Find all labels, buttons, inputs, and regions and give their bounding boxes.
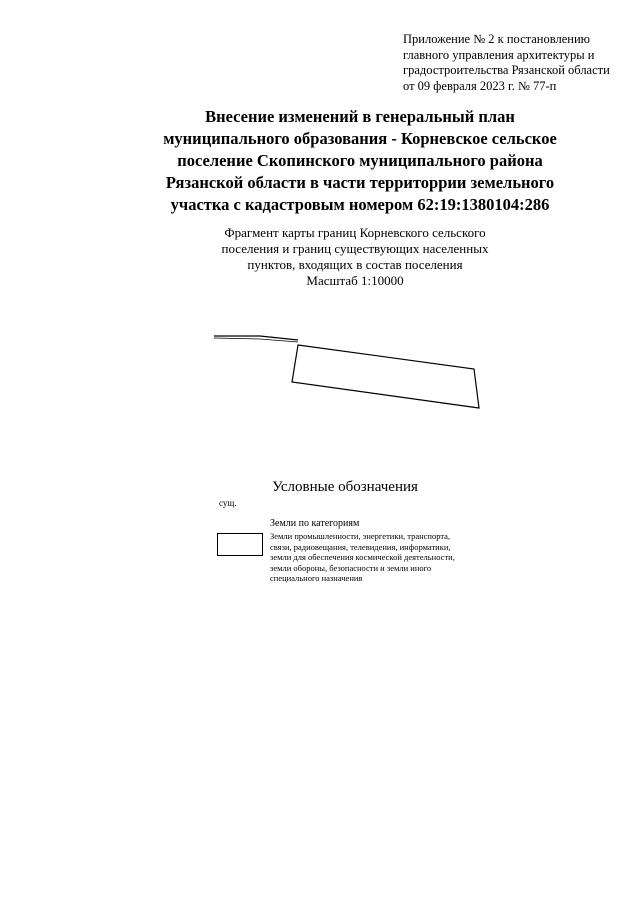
legend-category-description (270, 531, 490, 584)
title-line: поселение Скопинского муниципального района (177, 151, 543, 170)
legend-category-title: Земли по категориям (270, 518, 360, 529)
appendix-line: главного управления архитектуры и (403, 47, 595, 62)
map-caption (195, 225, 515, 289)
legend-desc-line: связи, радиовещания, телевидения, информатики, (270, 541, 451, 552)
legend-desc-line: специального назначения (270, 573, 363, 584)
map-scale: Масштаб 1:10000 (306, 273, 404, 288)
map-caption-line: пунктов, входящих в состав поселения (247, 257, 463, 272)
appendix-note (403, 32, 635, 94)
map-fragment (200, 320, 500, 420)
land-plot-boundary (292, 345, 479, 408)
title-line: участка с кадастровым номером 62:19:1380104:286 (170, 195, 550, 214)
appendix-line: градостроительства Рязанской области (403, 63, 610, 77)
title-line: Рязанской области в части территоррии земельного (165, 173, 555, 192)
title-line: Внесение изменений в генеральный план (205, 107, 515, 126)
map-caption-line: Фрагмент карты границ Корневского сельского (224, 225, 486, 240)
legend-desc-line: земли для обеспечения космической деятельности, (270, 552, 455, 563)
appendix-line: Приложение № 2 к постановлению (403, 32, 590, 46)
appendix-line: от 09 февраля 2023 г. № 77-п (403, 78, 557, 93)
legend-swatch (217, 533, 263, 556)
map-caption-line: поселения и границ существующих населенных (221, 241, 489, 256)
title-line: муниципального образования - Корневское сельское (163, 129, 557, 148)
legend-desc-line: земли обороны, безопасности и земли иного (270, 562, 432, 573)
document-title (130, 106, 590, 216)
legend-short-label: сущ. (219, 498, 237, 508)
legend-desc-line: Земли промышленности, энергетики, транспорта, (270, 531, 451, 541)
legend-title: Условные обозначения (272, 479, 418, 495)
